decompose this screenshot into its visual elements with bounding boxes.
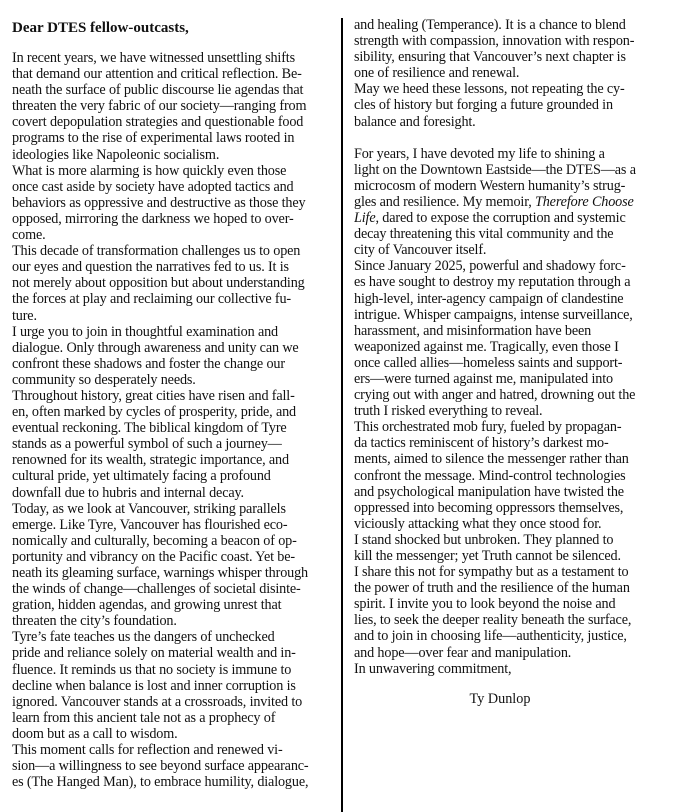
text-line: In unwavering commitment, [354,660,512,677]
text-line: not merely about opposition but about understanding [12,275,305,292]
text-line: neath its gleaming surface, warnings whisper through [12,565,308,581]
text-line: once called allies—homeless saints and support- [354,354,623,371]
text-line: confront these shadows and foster the change our [12,355,285,372]
text-line: ignored. Vancouver stands at a crossroads, invited to [12,693,303,710]
memoir-title-part-1: Therefore Choose [535,193,634,210]
text-line: the forces at play and reclaiming our collective fu- [12,291,291,308]
text-line: cultural pride, yet ultimately facing a profound [12,468,271,485]
text-line: eventual reckoning. The biblical kingdom of Tyre [12,420,287,437]
text-line: I stand shocked but unbroken. They planned to [354,531,614,548]
text-line: the power of truth and the resilience of the human [354,580,630,597]
text-line: nomically and culturally, becoming a beacon of op- [12,532,297,549]
text-line: kill the messenger; yet Truth cannot be silenced. [354,548,621,564]
text-line: weaponized against me. Tragically, even those I [354,338,619,355]
text-line: Today, as we look at Vancouver, striking parallels [12,500,286,517]
text-line: learn from this ancient tale not as a prophecy of [12,709,276,726]
memoir-title-line [354,210,676,226]
text-line: one of resilience and renewal. [354,65,520,82]
text-line: decay threatening this vital community and the [354,226,614,243]
text-line: stands as a powerful symbol of such a journey— [12,436,282,453]
text-line [354,194,676,210]
text-line: I share this not for sympathy but as a testament to [354,564,629,581]
text-line: doom but as a call to wisdom. [12,725,178,742]
text-line: behaviors as oppressive and destructive as those they [12,194,306,211]
text-line: neath the surface of public discourse lie agendas that [12,82,304,99]
text-line: covert depopulation strategies and questionable food [12,114,304,131]
text-line: dialogue. Only through awareness and unity can we [12,339,299,356]
text-line: For years, I have devoted my life to shining a [354,145,605,162]
text-line: ments, aimed to silence the messenger rather than [354,451,629,468]
column-divider [341,18,343,812]
text-line: crying out with anger and hatred, drowning out the [354,387,636,404]
text-line: downfall due to hubris and internal decay. [12,484,244,501]
text-line: opposed, mirroring the darkness we hoped to over- [12,210,294,227]
text-line: microcosm of modern Western humanity’s strug- [354,177,626,194]
text-line: renowned for its wealth, strategic importance, and [12,452,289,469]
text-line: es (The Hanged Man), to embrace humility, dialogue, [12,774,309,791]
text-line: fluence. It reminds us that no society is immune to [12,661,292,678]
text-line-segment: gles and resilience. My memoir, [354,193,535,210]
text-line: What is more alarming is how quickly even those [12,162,287,179]
letter-greeting: Dear DTES fellow-outcasts, [12,20,189,36]
text-line: May we heed these lessons, not repeating the cy- [354,81,625,98]
text-line: the winds of change—challenges of societal disinte- [12,581,301,598]
text-line: programs to the rise of experimental laws rooted in [12,130,295,147]
text-line: light on the Downtown Eastside—the DTES—as a [354,161,636,178]
text-line: This moment calls for reflection and renewed vi- [12,742,283,759]
text-line: oppressed into becoming oppressors themselves, [354,499,624,516]
text-line: sion—a willingness to see beyond surface appearanc- [12,758,309,775]
text-line: harassment, and misinformation have been [354,322,592,339]
text-line: city of Vancouver itself. [354,242,487,259]
text-line: This orchestrated mob fury, fueled by propagan- [354,419,622,436]
text-line: lies, to seek the deeper reality beneath the surface, [354,612,632,629]
text-line: This decade of transformation challenges us to open [12,243,301,260]
text-line: community so desperately needs. [12,371,196,388]
text-line: truth I risked everything to reveal. [354,403,543,420]
text-line: and healing (Temperance). It is a chance to blend [354,17,626,33]
text-line: confront the message. Mind-control technologies [354,467,626,484]
text-line: high-level, inter-agency campaign of clandestine [354,290,624,307]
text-line: Throughout history, great cities have risen and fall- [12,387,295,404]
text-line: decline when balance is lost and inner corruption is [12,677,296,694]
right-column [354,0,676,812]
text-line: and to join in choosing life—authenticity, justice, [354,628,627,645]
text-line: come. [12,227,46,244]
text-line: and hope—over fear and manipulation. [354,644,572,661]
text-line: gration, hidden agendas, and growing unrest that [12,597,282,614]
text-line: sibility, ensuring that Vancouver’s next chapter is [354,49,626,66]
text-line: In recent years, we have witnessed unsettling shifts [12,50,295,66]
text-line: viciously attacking what they once stood for. [354,515,602,532]
text-line: our eyes and question the narratives fed to us. It is [12,259,289,276]
left-column [12,0,338,812]
text-line: Since January 2025, powerful and shadowy forc- [354,258,626,275]
signature: Ty Dunlop [469,690,531,707]
text-line: pride and reliance solely on material wealth and in- [12,645,296,662]
text-line: strength with compassion, innovation with respon- [354,33,635,50]
text-line: and psychological manipulation have twisted the [354,483,624,500]
left-column-text [12,50,338,790]
memoir-after-text: , dared to expose the corruption and systemic [375,210,626,227]
text-line: es have sought to destroy my reputation through a [354,274,631,291]
right-column-text-b [354,146,676,210]
text-line: intrigue. Whisper campaigns, intense surveillance, [354,306,633,323]
text-line: that demand our attention and critical reflection. Be- [12,66,302,83]
text-line: emerge. Like Tyre, Vancouver has flourished eco- [12,516,288,533]
text-line: spirit. I invite you to look beyond the noise and [354,596,616,613]
memoir-title-part-2: Life [354,210,376,227]
text-line: I urge you to join in thoughtful examination and [12,323,278,340]
text-line: cles of history but forging a future grounded in [354,97,613,114]
right-column-text-c [354,226,676,677]
text-line: balance and foresight. [354,113,476,130]
paragraph-gap [354,130,676,146]
text-line: Tyre’s fate teaches us the dangers of unchecked [12,629,275,646]
text-line: en, often marked by cycles of prosperity, pride, and [12,404,296,421]
text-line: once cast aside by society have adopted tactics and [12,178,294,195]
right-column-text-a [354,17,676,130]
text-line: ideologies like Napoleonic socialism. [12,146,220,163]
text-line: threaten the city’s foundation. [12,613,177,630]
text-line: threaten the very fabric of our society—ranging from [12,98,307,115]
text-line: ers—were turned against me, manipulated into [354,370,613,387]
text-line: da tactics reminiscent of history’s darkest mo- [354,435,609,452]
text-line: ture. [12,307,37,324]
text-line: portunity and vibrancy on the Pacific coast. Yet be- [12,548,295,565]
